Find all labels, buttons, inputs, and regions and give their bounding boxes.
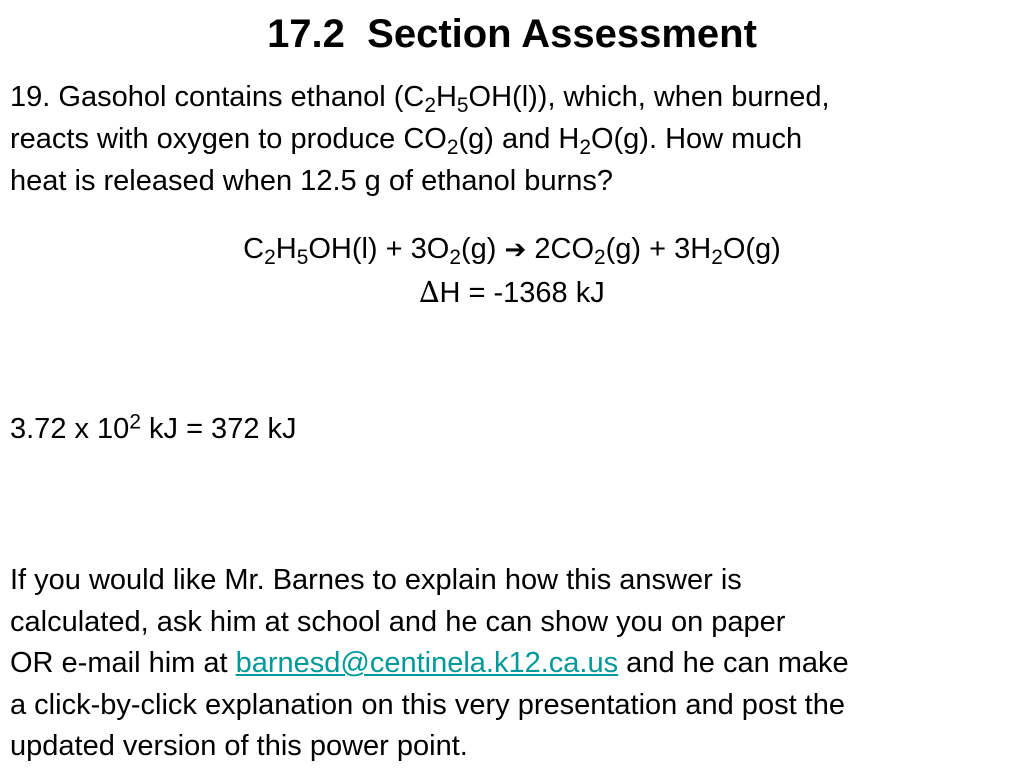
reaction-arrow-icon: ➔ (504, 235, 527, 265)
delta-icon: ∆ (419, 275, 440, 309)
subscript: 2 (579, 135, 591, 159)
equation-segment: O(g) (722, 233, 781, 265)
answer-exponent: 2 (129, 410, 141, 434)
question-text-segment: O(g). How much (590, 123, 803, 155)
question-text-segment: Gasohol contains ethanol (C (50, 81, 425, 113)
equation-segment: OH(l) + 3O (308, 233, 450, 265)
equation-segment: 2CO (526, 233, 594, 265)
note-line-3 (10, 643, 1014, 685)
question-line-1 (10, 76, 1014, 118)
equation-segment: C (243, 233, 265, 265)
question-text (10, 76, 1014, 202)
question-text-segment: reacts with oxygen to produce CO (10, 123, 447, 155)
question-text-segment: OH(l)), which, when burned, (468, 81, 830, 113)
subscript: 2 (264, 245, 276, 269)
answer-base: 3.72 x 10 (10, 413, 130, 445)
equation-segment: H (275, 233, 297, 265)
subscript: 2 (446, 135, 459, 159)
equation-segment: (g) + 3H (605, 233, 712, 265)
note-text-segment: OR e-mail him at (10, 647, 236, 679)
subscript: 5 (456, 93, 469, 117)
note-text-segment: and he can make (618, 647, 849, 679)
question-text-segment: (g) and H (458, 123, 580, 155)
help-note (10, 560, 1014, 768)
question-text-segment: H (435, 81, 457, 113)
note-line-4: a click-by-click explanation on this very presentation and post the (10, 688, 845, 721)
note-line-5: updated version of this power point. (10, 730, 468, 762)
question-line-3: heat is released when 12.5 g of ethanol burns? (10, 165, 613, 197)
question-line-2 (10, 118, 1014, 160)
note-line-1: If you would like Mr. Barnes to explain how this answer is (10, 564, 742, 596)
subscript: 2 (594, 245, 606, 269)
reaction-line (0, 228, 1024, 271)
enthalpy-line (0, 271, 1024, 314)
question-number: 19. (10, 81, 51, 113)
subscript: 2 (424, 93, 436, 117)
subscript: 2 (711, 245, 723, 269)
chemical-equation (0, 228, 1024, 314)
slide-title: 17.2 Section Assessment (267, 12, 757, 56)
enthalpy-value: H = -1368 kJ (439, 277, 605, 309)
answer-rest: kJ = 372 kJ (140, 413, 297, 445)
equation-segment: (g) (460, 233, 505, 265)
email-link[interactable]: barnesd@centinela.k12.ca.us (235, 647, 619, 679)
note-line-2: calculated, ask him at school and he can show you on paper (10, 605, 786, 638)
subscript: 5 (296, 245, 309, 269)
subscript: 2 (449, 245, 461, 269)
answer-text (10, 408, 297, 450)
